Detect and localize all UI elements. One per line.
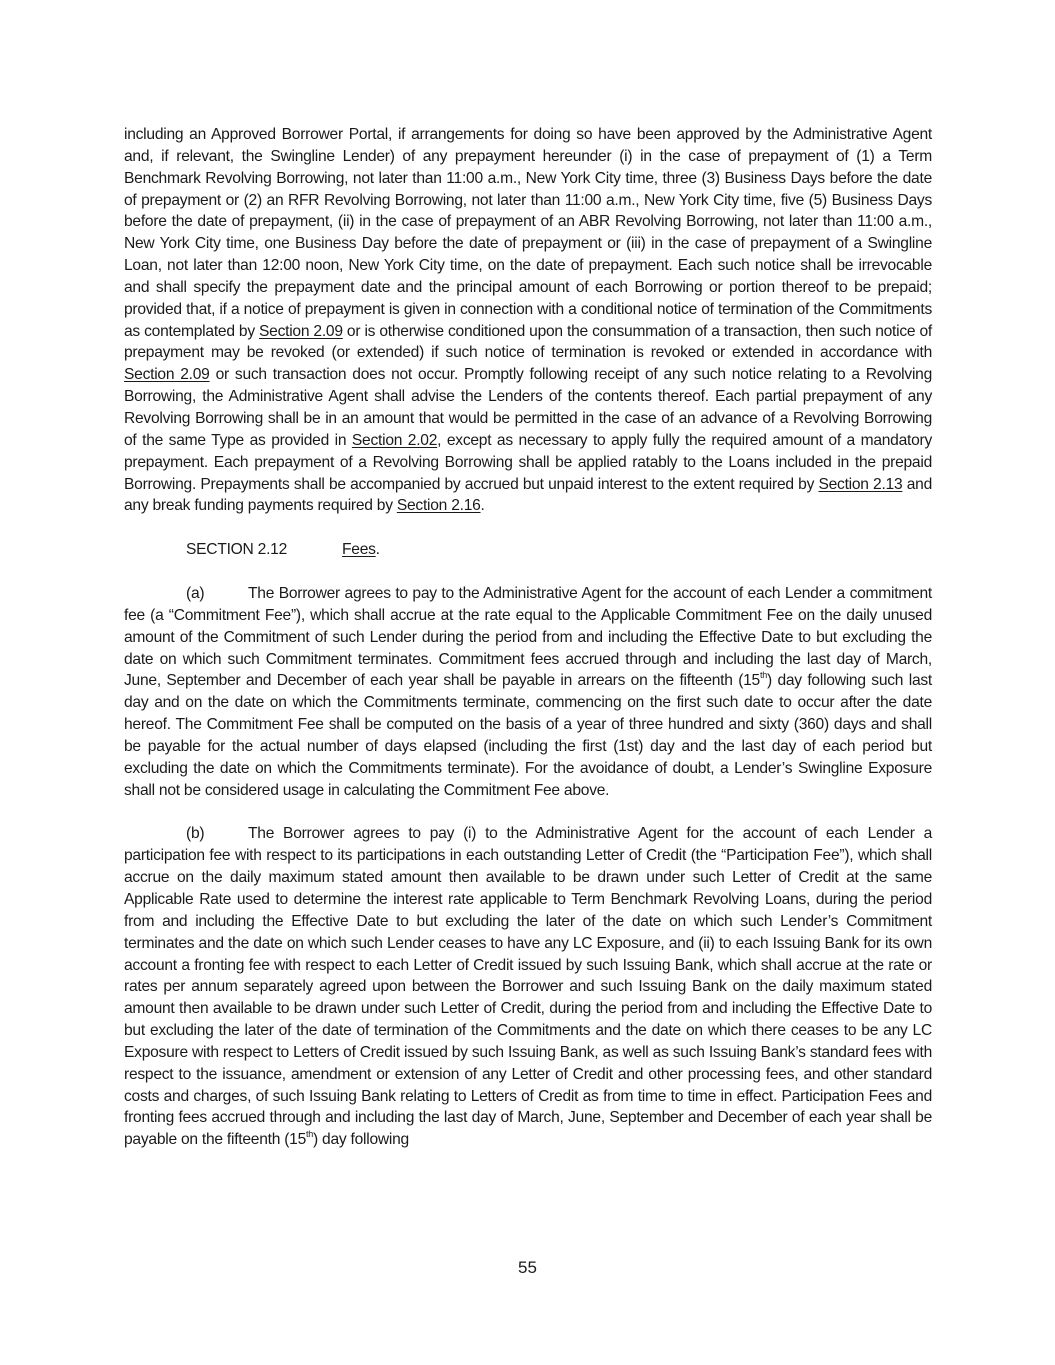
text-run: , except as necessary to apply fully the required amount of a mandatory prepayment. Each prepayment of a Revolving Borrowing shall be applied ratably to the Loans included in the prepaid Borrowing. Prepayments shall be accompanied by accrued but unpaid interest to the extent required by — [124, 431, 933, 493]
section-reference-link[interactable]: Section 2.02 — [351, 431, 438, 449]
section-title: Fees — [342, 541, 376, 559]
ordinal-superscript: th — [759, 670, 767, 681]
paragraph-commitment-fee — [124, 583, 932, 801]
page-number: 55 — [518, 1258, 537, 1277]
ordinal-superscript: th — [306, 1129, 314, 1140]
section-title-period: . — [375, 541, 380, 559]
section-reference-link[interactable]: Section 2.13 — [818, 475, 903, 493]
paragraph-prepayment-notice — [124, 124, 932, 517]
section-heading — [124, 539, 932, 561]
clause-label: (b) — [186, 825, 205, 843]
paragraph-participation-fee — [124, 823, 932, 1151]
text-run: and any break funding payments required by — [124, 475, 933, 515]
text-run: ) day following such last day and on the date on which the Commitments terminate, commencing on the first such date to occur after the date hereof. The Commitment Fee shall be computed on the basis of a year of three hundred and sixty (360) days and shall be payable for the actual number of days elapsed (including the first (1st) day and the last day of each period but excluding the date on which the Commitments terminate). For the avoidance of doubt, a Lender’s Swingline Exposure shall not be considered usage in calculating the Commitment Fee above. — [124, 672, 932, 799]
section-reference-link[interactable]: Section 2.09 — [124, 366, 210, 384]
text-run: . — [480, 497, 485, 515]
section-reference-link[interactable]: Section 2.16 — [396, 497, 481, 515]
section-reference-link[interactable]: Section 2.09 — [259, 322, 343, 340]
section-number: SECTION 2.12 — [186, 541, 287, 559]
text-run: or is otherwise conditioned upon the consummation of a transaction, then such notice of prepayment may be revoked (or extended) if such notice of termination is revoked or extended in accordance with — [124, 322, 932, 362]
text-run: The Borrower agrees to pay to the Administrative Agent for the account of each Lender a commitment fee (a “Commitment Fee”), which shall accrue at the rate equal to the Applicable Commitment Fee on the daily unused amount of the Commitment of such Lender during the period from and including the Effective Date to but excluding the date on which such Commitment terminates. Commitment fees accrued through and including the last day of March, June, September and December of each year shall be payable in arrears on the fifteenth (15 — [124, 585, 932, 690]
text-run: including an Approved Borrower Portal, if arrangements for doing so have been approved by the Administrative Agent and, if relevant, the Swingline Lender) of any prepayment hereunder (i) in the case of prepayment of (1) a Term Benchmark Revolving Borrowing, not later than 11:00 a.m., New York City time, three (3) Business Days before the date of prepayment or (2) an RFR Revolving Borrowing, not later than 11:00 a.m., New York City time, five (5) Business Days before the date of prepayment, (ii) in the case of prepayment of an ABR Revolving Borrowing, not later than 11:00 a.m., New York City time, one Business Day before the date of prepayment or (iii) in the case of prepayment of a Swingline Loan, not later than 12:00 noon, New York City time, on the date of prepayment. Each such notice shall be irrevocable and shall specify the prepayment date and the principal amount of each Borrowing or portion thereof to be prepaid; provided that, if a notice of prepayment is given in connection with a conditional notice of termination of the Commitments as contemplated by — [124, 126, 932, 340]
clause-label: (a) — [186, 585, 205, 603]
text-run: or such transaction does not occur. Promptly following receipt of any such notice relating to a Revolving Borrowing, the Administrative Agent shall advise the Lenders of the contents thereof. Each partial prepayment of any Revolving Borrowing shall be in an amount that would be permitted in the case of an advance of a Revolving Borrowing of the same Type as provided in — [124, 366, 933, 449]
text-run: The Borrower agrees to pay (i) to the Administrative Agent for the account of each Lender a participation fee with respect to its participations in each outstanding Letter of Credit (the “Participation Fee”), which shall accrue on the daily maximum stated amount then available to be drawn under such Letter of Credit at the same Applicable Rate used to determine the interest rate applicable to Term Benchmark Revolving Loans, during the period from and including the Effective Date to but excluding the later of the date on which such Lender’s Commitment terminates and the date on which such Lender ceases to have any LC Exposure, and (ii) to each Issuing Bank for its own account a fronting fee with respect to each Letter of Credit issued by such Issuing Bank, which shall accrue at the rate or rates per annum separately agreed upon between the Borrower and such Issuing Bank on the daily maximum stated amount then available to be drawn under such Letter of Credit, during the period from and including the Effective Date to but excluding the later of the date of termination of the Commitments and the date on which there ceases to be any LC Exposure with respect to Letters of Credit issued by such Issuing Bank, as well as such Issuing Bank’s standard fees with respect to the issuance, amendment or extension of any Letter of Credit and other processing fees, and other standard costs and charges, of such Issuing Bank relating to Letters of Credit as from time to time in effect. Participation Fees and fronting fees accrued through and including the last day of March, June, September and December of each year shall be payable on the fifteenth (15 — [124, 825, 932, 1149]
text-run: ) day following — [313, 1131, 409, 1149]
page-body — [124, 124, 932, 1151]
